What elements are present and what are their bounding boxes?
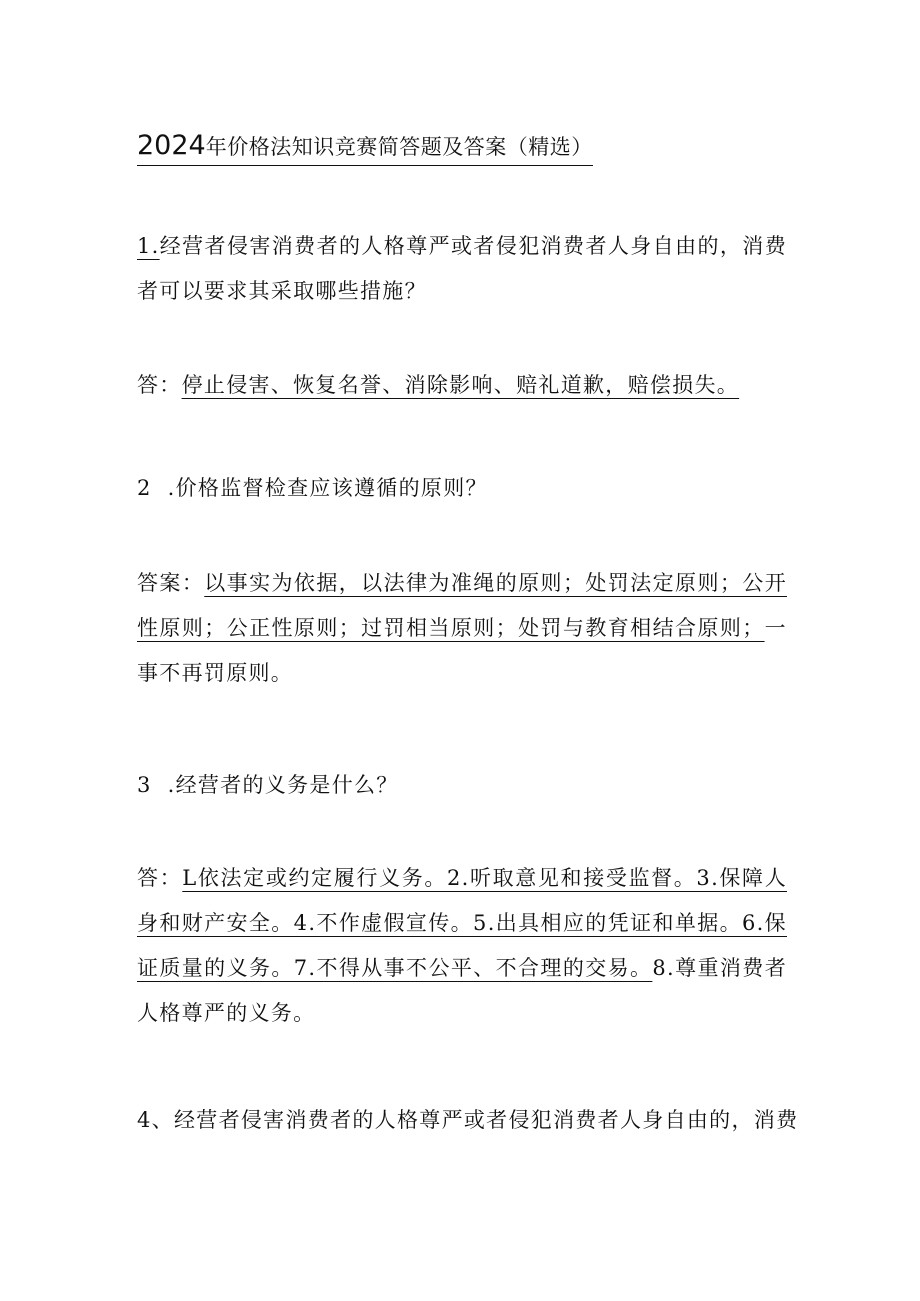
answer-1	[137, 363, 787, 408]
question-1-number: 1.	[137, 234, 160, 258]
question-4-text: 经营者侵害消费者的人格尊严或者侵犯消费者人身自由的，消费	[173, 1108, 799, 1132]
title-year: 2024	[137, 130, 206, 161]
question-3-number: 3	[137, 773, 152, 797]
answer-1-text: 停止侵害、恢复名誉、消除影响、赔礼道歉，赔偿损失。	[181, 373, 740, 397]
answer-2-label: 答案：	[137, 571, 205, 595]
document-title	[137, 128, 593, 166]
answer-3-underlined: L依法定或约定履行义务。2.听取意见和接受监督。3.保障人身和财产安全。4.不作虚假宣传。5.出具相应的凭证和单据。6.保证质量的义务。7.不得从事不公平、不合理的交易。	[137, 866, 787, 980]
answer-1-label: 答：	[137, 373, 182, 397]
question-2	[137, 466, 787, 511]
question-3	[137, 763, 787, 808]
question-4	[137, 1098, 799, 1143]
question-2-number: 2	[137, 476, 152, 500]
question-4-number: 4、	[137, 1108, 174, 1132]
answer-3-label: 答：	[137, 866, 183, 890]
answer-3-rest: 8.尊重消费者人格尊严的义务。	[137, 956, 787, 1025]
question-2-text: .价格监督检查应该遵循的原则？	[167, 476, 488, 500]
answer-2	[137, 561, 787, 696]
title-text: 年价格法知识竞赛简答题及答案（精选）	[205, 135, 593, 159]
question-3-text: .经营者的义务是什么？	[167, 773, 399, 797]
answer-2-underlined: 以事实为依据，以法律为准绳的原则；处罚法定原则；公开性原则；公正性原则；过罚相当原则；处罚与教育相结合原则；	[137, 571, 787, 640]
answer-2-rest: 一事不再罚原则。	[137, 616, 787, 685]
question-1-text: 经营者侵害消费者的人格尊严或者侵犯消费者人身自由的，消费者可以要求其采取哪些措施？	[137, 234, 787, 303]
answer-3	[137, 856, 787, 1036]
question-1	[137, 224, 787, 314]
